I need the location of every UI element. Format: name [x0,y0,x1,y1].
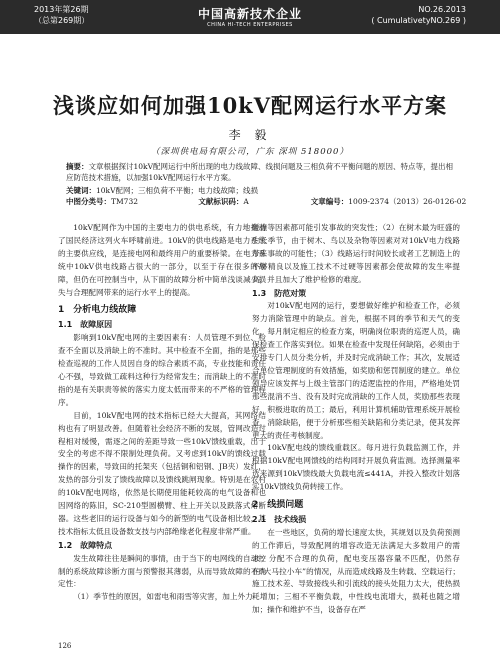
paragraph-2-1: 在一些地区，负荷的增长速度太快，其规划以及负荷预测的工作滞后，导致配网的增容改造无法满足大多数用户的需求；分配不合理的负荷，配电变压器容量不匹配，仍然存在“大马拉小车”的情况，从而造成线路及生转载、空载运行；施工技术差、导致接线头和引流线的接头处阻力太大，使热损耗增加；三相不平衡负载，中性线电流增大，损耗也随之增加；操作和维护不当，设备存在严 [252,527,460,615]
clc-value: TM732 [111,197,138,206]
paragraph-1-3-b: 10kV配电线的馈线重载区。每月进行负载监测工作，并根据10kV配电网馈线的结构同时开展负荷监测。选择测量率选来源到10kV馈线最大负载电流≤441A，并投入整改计划落实10kV馈线负荷转接工作。 [252,443,460,492]
issue-number [371,4,466,26]
journal-header [0,0,500,34]
issue-total: （总第269期） [34,16,90,25]
issue-year: 2013年第26期 [34,5,89,14]
issue-no: NO.26.2013 [418,5,466,14]
article-no-value: 1009-2374（2013）26-0126-02 [348,197,467,206]
paragraph-1-1-a: 影响到10kV配电网的主要因素有：人员管理不到位、检查不全面以及消缺上的不准时。其中检查不全面，指的是那些检查巡视的工作人员因自身的综合素质不高，专业技能和责任心不强，导致做工疏料这种行为经常发生；而消缺上的不准时指的是有关职责等候的落实力度太低而带来的不严格的管理程序。 [58,333,266,407]
journal-name-en: CHINA HI-TECH ENTERPRISES [207,22,293,28]
paragraph-1-1-b: 目前，10kV配电网的技术指标已经大大提高，其网络结构也有了明显改善。但随着社会经济不断的发展，管网改造过程相对缓慢，需逐之间的差距导致一些10kV馈线重载，出于安全的考虑不得不限制处理负荷。又考虑到10kV的馈线过载操作的因素，导致田的托架夹（包括铜和铝钢、JB夹）发红，发热的部分引发了馈线故障以及馈线跳闸现象。特别是在农村的10kV配电网络，依然是长期使用能耗较高的电气设备和也因网络的陈旧，SC-210型圆横臂、柱上开关以及跌落式熔断器。这些老旧的运行设备与如今的新型的电气设备相比较，其技术指标太低且设备数支技与内部绝缘老化程度非常严重。 [58,410,266,536]
subsection-heading-1-1: 1.1 故障原因 [58,320,113,330]
subsection-heading-1-2: 1.2 故障特点 [58,540,113,550]
subsection-heading-2-1: 2.1 技术线损 [252,514,307,524]
keywords [66,185,456,196]
abstract-label: 摘要： [66,162,89,171]
article-author: 李 毅 [228,128,272,142]
doc-code-value: A [243,197,249,206]
paragraph-1-2-item: （1）季节性的原因，如雷电和雨雪等灾害，加上外力 [73,592,253,602]
clc-label: 中图分类号： [66,197,111,206]
intro-paragraph: 10kV配网作为中国的主要电力的供电系统，有力地推动了国民经济这列火车呼啸前进。10kV的供电线路是电力系统的主要供应线，是连接电网和最终用户的重要桥梁。在电力系统中10kV供电线路占很大的一部分，以至于存在很多的故障，但仍在可控制当中，从下面的故障分析中简单浅谈减少损失与合理配网带来的运行水平上的提高。 [58,223,266,297]
keywords-text: 10kV配网；三相负荷不平衡；电力线故障；线损 [96,186,259,195]
article-title: 浅谈应如何加强10kV配网运行水平方案 [52,93,448,118]
paragraph-1-2: 发生故障往往是瞬间的事情，由于当下的电网线的自动控制的系统故障诊断方面与预警报其薄弱，从而导致故障的不确定性： [58,553,266,589]
abstract [66,161,456,183]
journal-name: 中国高新技术企业 [197,7,302,21]
classification-row [66,196,467,207]
body-column-right [252,222,460,617]
body-column-left [58,222,266,604]
paragraph-continued: 碰撞等因素都可能引发事故的突发性；（2）在树木最为旺盛的生长季节，由于树木、鸟以及杂物等因素对对10kV电力线路带来事故的可能性；（3）线路运行时间较长或者工艺制造上的不够精良以及施工技术不过硬等因素都会使故障的发生率提高，并且加大了维护检修的难度。 [252,223,460,284]
subsection-heading-1-3: 1.3 防范对策 [252,288,307,298]
page-number: 126 [58,642,72,650]
keywords-label: 关键词： [66,186,96,195]
paragraph-1-3-a: 对10kV配电网的运行，要想做好维护和检查工作，必须努力消除管理中的缺点。首先，根据不同的季节和天气的变化，每月制定相应的检查方案，明确岗位职责的巡逻人员，确保检查工作落实到位。如果在检查中发现任何缺陷，必须由于安排专门人员分类分析，并及时完成消缺工作；其次，发展适合单位管理制度的有效措施，如奖励和惩罚制度的建立。单位领导应该发挥与上级主管部门的适逻监控的作用，严格地处罚那些混消不当、没有及时完成消缺的工作人员，奖励那些表现好、积极进取的员工；最后，利用计算机辅助管理系统开展检查，消除缺陷，便于分析那些相关缺陷和分类记录，使其发挥更大的责任考核制度。 [252,301,460,440]
doc-code-label: 文献标识码： [198,197,244,206]
article-no-label: 文章编号： [310,197,349,206]
section-heading-2: 2 线损问题 [252,500,304,511]
issue-cumulative: ( CumulativetyNO.269 ) [371,16,466,25]
section-heading-1: 1 分析电力线故障 [58,305,137,316]
author-affiliation: （深圳供电局有限公司，广东 深圳 518000） [151,147,349,157]
abstract-text: 文章根据探讨10kV配网运行中所出现的电力线故障、线损问题及三相负荷不平衡问题的原因、特点等，提出相应防范技术措施，以加强10kV配网运行水平方案。 [66,162,454,182]
